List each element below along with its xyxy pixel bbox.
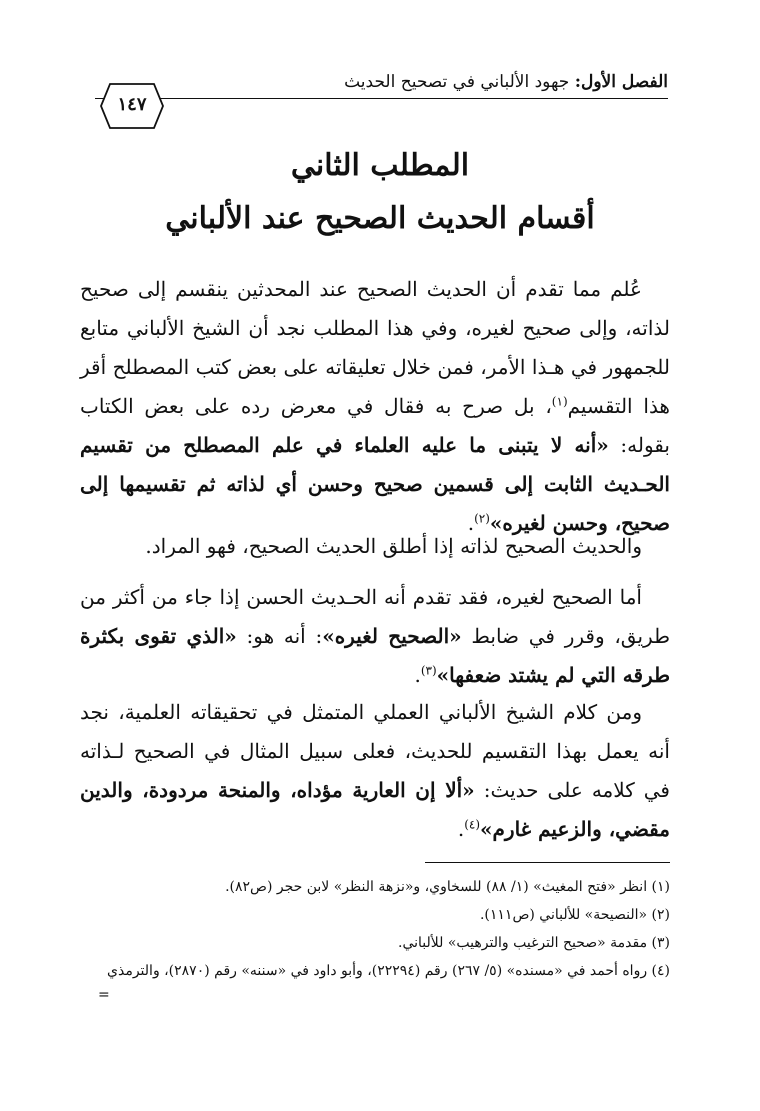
p2-text: والحديث الصحيح لذاته إذا أطلق الحديث الصحيح، فهو المراد. xyxy=(145,534,642,558)
page-number: ١٤٧ xyxy=(117,94,147,115)
footnotes xyxy=(80,873,670,985)
continuation-mark: = xyxy=(98,987,110,1003)
footnote-ref-4: (٤) xyxy=(464,817,481,832)
chapter-label: الفصل الأول: xyxy=(574,72,668,92)
p4-end: . xyxy=(457,817,465,841)
footnote-ref-1: (١) xyxy=(551,394,568,409)
p1-end: . xyxy=(467,511,475,535)
header-rule xyxy=(95,98,668,99)
header-text xyxy=(344,72,668,92)
p3-quote: «الذي تقوى بكثرة طرقه التي لم يشتد ضعفها» xyxy=(80,624,670,687)
p1-text: عُلم مما تقدم أن الحديث الصحيح عند المحدثين ينقسم إلى صحيح لذاته، وإلى صحيح لغيره، وفي هذا المطلب نجد أن الشيخ الألباني متابع للجمهور في هـذا الأمر، فمن خلال تعليقاته على بعض كتب المصطلح أقر هذا التقسيم xyxy=(80,277,671,418)
footnote-separator xyxy=(425,862,670,863)
p3-end: . xyxy=(414,663,421,687)
chapter-title: جهود الألباني في تصحيح الحديث xyxy=(344,72,570,92)
footnote-3: (٣) مقدمة «صحيح الترغيب والترهيب» للألباني. xyxy=(398,935,670,951)
paragraph-2 xyxy=(80,527,670,566)
p1-mid: ، بل صرح به فقال في معرض رده على بعض الكتاب بقوله: xyxy=(80,394,670,457)
footnote-2: (٢) «النصيحة» للألباني (ص١١١). xyxy=(479,907,670,923)
footnote-1: (١) انظر «فتح المغيث» (١/ ٨٨) للسخاوي، و«نزهة النظر» لابن حجر (ص٨٢). xyxy=(225,879,670,895)
page-number-badge xyxy=(100,83,164,129)
section-heading: أقسام الحديث الصحيح عند الألباني xyxy=(165,201,595,236)
footnote-ref-2: (٢) xyxy=(474,511,490,526)
p3-term: «الصحيح لغيره» xyxy=(322,624,462,648)
p4-text: ومن كلام الشيخ الألباني العملي المتمثل في تحقيقاته العلمية، نجد أنه يعمل بهذا التقسيم للحديث، فعلى سبيل المثال في الصحيح لـذاته في كلامه على حديث: xyxy=(80,700,670,802)
paragraph-3 xyxy=(80,578,670,695)
footnote-4: (٤) رواه أحمد في «مسنده» (٥/ ٢٦٧) رقم (٢٢٢٩٤)، وأبو داود في «سننه» رقم (٢٨٧٠)، والترمذي xyxy=(107,963,670,979)
paragraph-1 xyxy=(80,270,670,543)
footnote-ref-3: (٣) xyxy=(420,663,437,678)
p3-text: أما الصحيح لغيره، فقد تقدم أنه الحـديث الحسن إذا جاء من أكثر من طريق، وقرر في ضابط xyxy=(80,585,671,648)
running-header xyxy=(95,68,668,106)
section-title: المطلب الثاني xyxy=(290,148,470,183)
p4-quote: «ألا إن العارية مؤداه، والمنحة مردودة، والدين مقضي، والزعيم غارم» xyxy=(80,778,670,841)
p1-quote: «أنه لا يتبنى ما عليه العلماء في علم المصطلح من تقسيم الحـديث الثابت إلى قسمين صحيح وحسن أي لذاته ثم تقسيمها إلى صحيح، وحسن لغيره» xyxy=(80,433,670,535)
paragraph-4 xyxy=(80,693,670,849)
p3-mid: : أنه هو: xyxy=(236,624,323,648)
